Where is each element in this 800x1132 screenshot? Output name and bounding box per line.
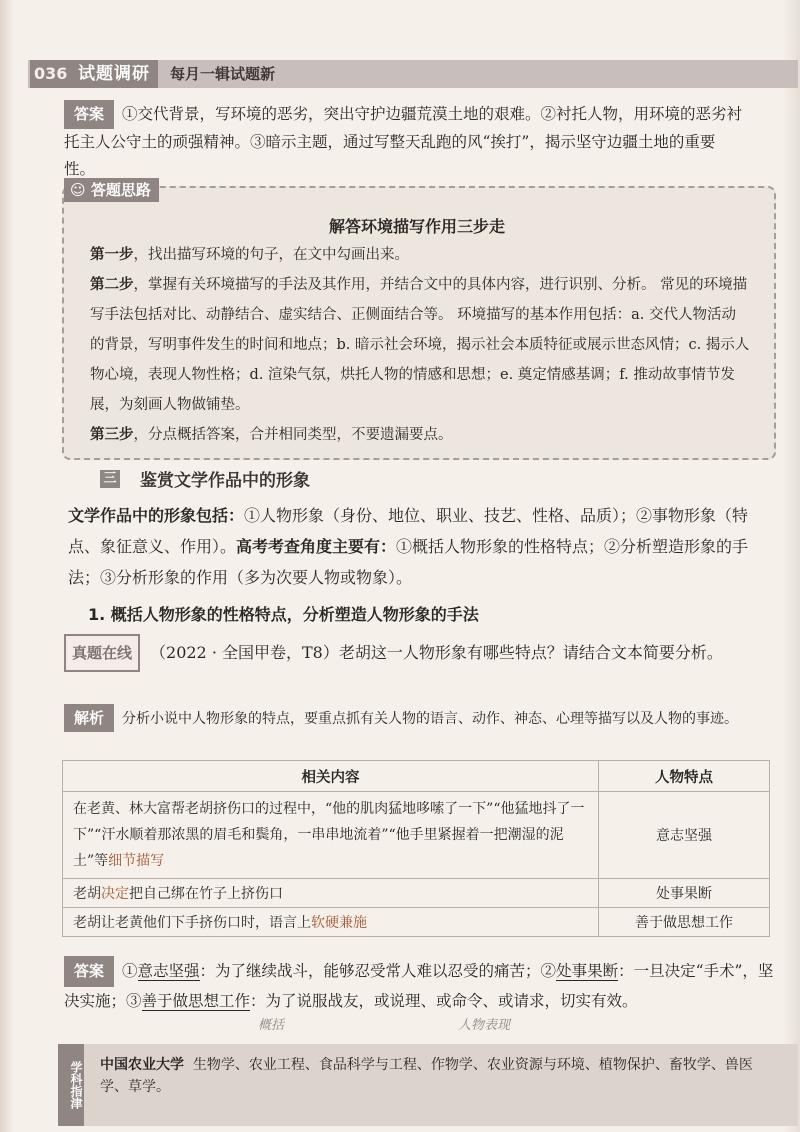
step-2: 第二步，掌握有关环境描写的手法及其作用，并结合文中的具体内容，进行识别、分析。 常见的环境描写手法包括对比、动静结合、虚实结合、正侧面结合等。 环境描写的基本作用包括：a. 交代人物活动的背景，写明事件发生的时间和地点；b. 暗示社会环境，揭示社会本质特征或展示世态风情；c. 揭示人物心境，表现人物性格；d. 渲染气氛，烘托人物的情感和思想；e. 奠定情感基调；f. 推动故事情节发展，为刻画人物做铺垫。 (90, 277, 750, 413)
lightbulb-icon: ☺ (70, 181, 86, 199)
table-header-feature: 人物特点 (599, 761, 770, 792)
analysis-table (62, 760, 770, 937)
analysis-text: 分析小说中人物形象的特点，要重点抓有关人物的语言、动作、神态、心理等描写以及人物的事迹。 (122, 711, 739, 727)
question-label: 真题在线 (64, 634, 140, 672)
step-3: 第三步，分点概括答案，合并相同类型，不要遗漏要点。 (90, 427, 453, 443)
sub-heading: 1. 概括人物形象的性格特点，分析塑造人物形象的手法 (88, 605, 479, 624)
handwritten-note-right: 人物表现 (458, 1018, 511, 1033)
analysis-paragraph (64, 704, 770, 732)
section-title: 鉴赏文学作品中的形象 (140, 471, 310, 491)
table-header-row (63, 761, 770, 792)
table-cell-feature: 处事果断 (599, 879, 770, 908)
answer-label: 答案 (64, 956, 114, 987)
footer-text (100, 1054, 780, 1098)
question-paragraph (64, 634, 770, 672)
answer-text: ①交代背景，写环境的恶劣，突出守护边疆荒漠土地的艰难。②衬托人物，用环境的恶劣衬托主人公守土的顽强精神。③暗示主题，通过写整天乱跑的风“挨打”，揭示坚守边疆土地的重要性。 (64, 105, 743, 178)
routes-title: ☺ 答题思路 (64, 178, 159, 202)
answer-paragraph-2: 答案 ①意志坚强：为了继续战斗，能够忍受常人难以忍受的痛苦；②处事果断：一旦决定“手术”，坚决实施；③善于做思想工作：为了说服战友，或说理、或命令、或请求，切实有效。 (64, 956, 774, 1016)
footer-majors: 生物学、农业工程、食品科学与工程、作物学、农业资源与环境、植物保护、畜牧学、兽医学、草学。 (100, 1057, 753, 1095)
magazine-subtitle: 每月一辑试题新 (170, 65, 276, 83)
table-row (63, 879, 770, 908)
answer-paragraph-1 (64, 100, 744, 183)
table-row (63, 908, 770, 937)
section-number: 三 (100, 470, 120, 488)
page-number: 036 (30, 60, 71, 88)
footer-school: 中国农业大学 (100, 1057, 184, 1073)
step-1: 第一步，找出描写环境的句子，在文中勾画出来。 (90, 247, 409, 263)
section-intro: 文学作品中的形象包括：①人物形象（身份、地位、职业、技艺、性格、品质）；②事物形象（特点、象征意义、作用）。高考考查角度主要有：①概括人物形象的性格特点；②分析塑造形象的手法；③分析形象的作用（多为次要人物或物象）。 (68, 506, 749, 587)
table-cell-content: 老胡决定把自己绑在竹子上挤伤口 (63, 879, 599, 908)
table-cell-feature: 意志坚强 (599, 792, 770, 879)
question-text: （2022 · 全国甲卷，T8）老胡这一人物形象有哪些特点？请结合文本简要分析。 (150, 643, 723, 662)
table-cell-feature: 善于做思想工作 (599, 908, 770, 937)
table-row (63, 792, 770, 879)
table-cell-content: 老胡让老黄他们下手挤伤口时，语言上软硬兼施 (63, 908, 599, 937)
analysis-label: 解析 (64, 704, 114, 732)
routes-heading: 解答环境描写作用三步走 (328, 217, 505, 236)
magazine-tag: 试题调研 (70, 60, 158, 88)
table-header-content: 相关内容 (63, 761, 599, 792)
routes-body (90, 240, 750, 450)
handwritten-note-left: 概括 (258, 1018, 285, 1033)
answer-label: 答案 (64, 100, 114, 129)
table-cell-content: 在老黄、林大富帮老胡挤伤口的过程中，“他的肌肉猛地哆嗦了一下”“他猛地抖了一下”“汗水顺着那浓黑的眉毛和鬓角，一串串地流着”“他手里紧握着一把潮湿的泥土”等细节描写 (63, 792, 599, 879)
footer-side-label: 学科指津 (58, 1044, 84, 1126)
